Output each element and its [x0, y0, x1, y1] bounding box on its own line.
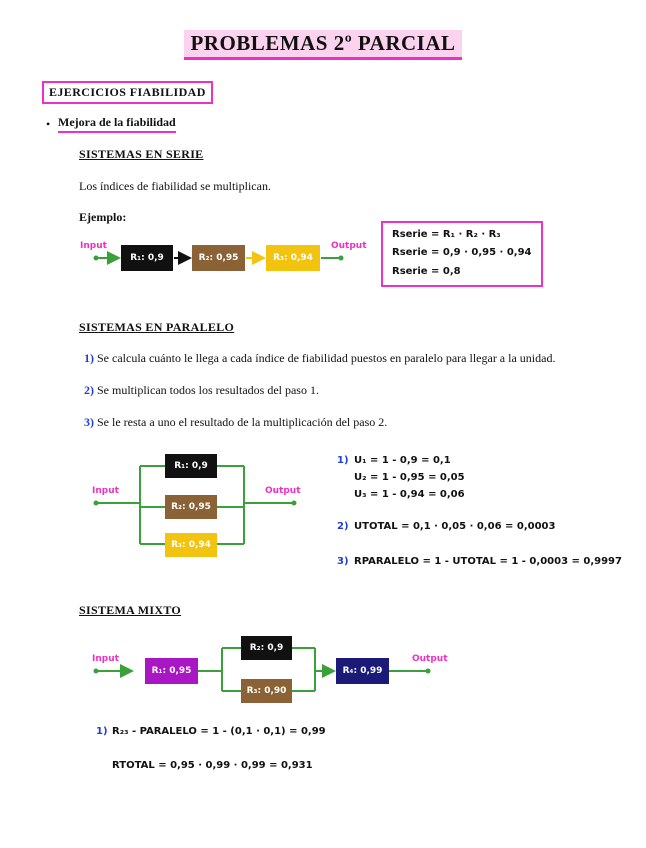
calc-rparalelo: RPARALELO = 1 - UTOTAL = 1 - 0,0003 = 0,9997 [354, 556, 622, 567]
paralelo-heading: SISTEMAS EN PARALELO [79, 320, 235, 334]
paralelo-block-r3: R₃: 0,94 [165, 533, 217, 557]
serie-block-r3: R₃: 0,94 [266, 245, 320, 271]
mixto-block-r2: R₂: 0,9 [241, 636, 292, 660]
calc-num-1: 1) [337, 455, 349, 466]
mixto-heading: SISTEMA MIXTO [79, 603, 182, 617]
serie-block-r1: R₁: 0,9 [121, 245, 173, 271]
serie-formula-1: Rserie = R₁ · R₂ · R₃ [392, 229, 501, 240]
paralelo-step-1 [84, 351, 555, 366]
serie-heading: SISTEMAS EN SERIE [79, 147, 204, 161]
mixto-block-r3: R₃: 0,90 [241, 679, 292, 703]
paralelo-input-label: Input [92, 486, 119, 496]
paralelo-block-r1: R₁: 0,9 [165, 454, 217, 478]
calc-num-3: 3) [337, 556, 349, 567]
step-3-number: 3) [84, 415, 94, 429]
mixto-calc-line-1: R₂₃ - PARALELO = 1 - (0,1 · 0,1) = 0,99 [112, 726, 326, 737]
serie-input-label: Input [80, 241, 107, 251]
mixto-input-label: Input [92, 654, 119, 664]
mixto-calc-num-1: 1) [96, 726, 108, 737]
mixto-block-r1: R₁: 0,95 [145, 658, 198, 684]
calc-u3: U₃ = 1 - 0,94 = 0,06 [354, 489, 465, 500]
example-label: Ejemplo: [79, 210, 127, 224]
calc-u1: U₁ = 1 - 0,9 = 0,1 [354, 455, 451, 466]
serie-formula-3: Rserie = 0,8 [392, 266, 461, 277]
bullet-icon: • [46, 117, 51, 131]
step-2-text: Se multiplican todos los resultados del paso 1. [97, 383, 319, 397]
serie-block-r2: R₂: 0,95 [192, 245, 245, 271]
paralelo-output-label: Output [265, 486, 301, 496]
step-1-text: Se calcula cuánto le llega a cada índice de fiabilidad puestos en paralelo para llegar a la unidad. [97, 351, 556, 365]
paralelo-step-2 [84, 383, 319, 398]
page-title: PROBLEMAS 2º PARCIAL [184, 30, 461, 60]
step-1-number: 1) [84, 351, 94, 365]
serie-output-label: Output [331, 241, 367, 251]
serie-text: Los índices de fiabilidad se multiplican. [79, 179, 271, 193]
paralelo-block-r2: R₂: 0,95 [165, 495, 217, 519]
mixto-output-label: Output [412, 654, 448, 664]
serie-formula-2: Rserie = 0,9 · 0,95 · 0,94 [392, 247, 532, 258]
step-2-number: 2) [84, 383, 94, 397]
step-3-text: Se le resta a uno el resultado de la multiplicación del paso 2. [97, 415, 388, 429]
calc-utotal: UTOTAL = 0,1 · 0,05 · 0,06 = 0,0003 [354, 521, 556, 532]
section-heading: EJERCICIOS FIABILIDAD [42, 81, 213, 104]
page-title-wrap [0, 30, 646, 60]
calc-u2: U₂ = 1 - 0,95 = 0,05 [354, 472, 465, 483]
calc-num-2: 2) [337, 521, 349, 532]
subsection-heading: Mejora de la fiabilidad [58, 115, 176, 133]
mixto-block-r4: R₄: 0,99 [336, 658, 389, 684]
paralelo-step-3 [84, 415, 387, 430]
mixto-calc-line-2: RTOTAL = 0,95 · 0,99 · 0,99 = 0,931 [112, 760, 313, 771]
